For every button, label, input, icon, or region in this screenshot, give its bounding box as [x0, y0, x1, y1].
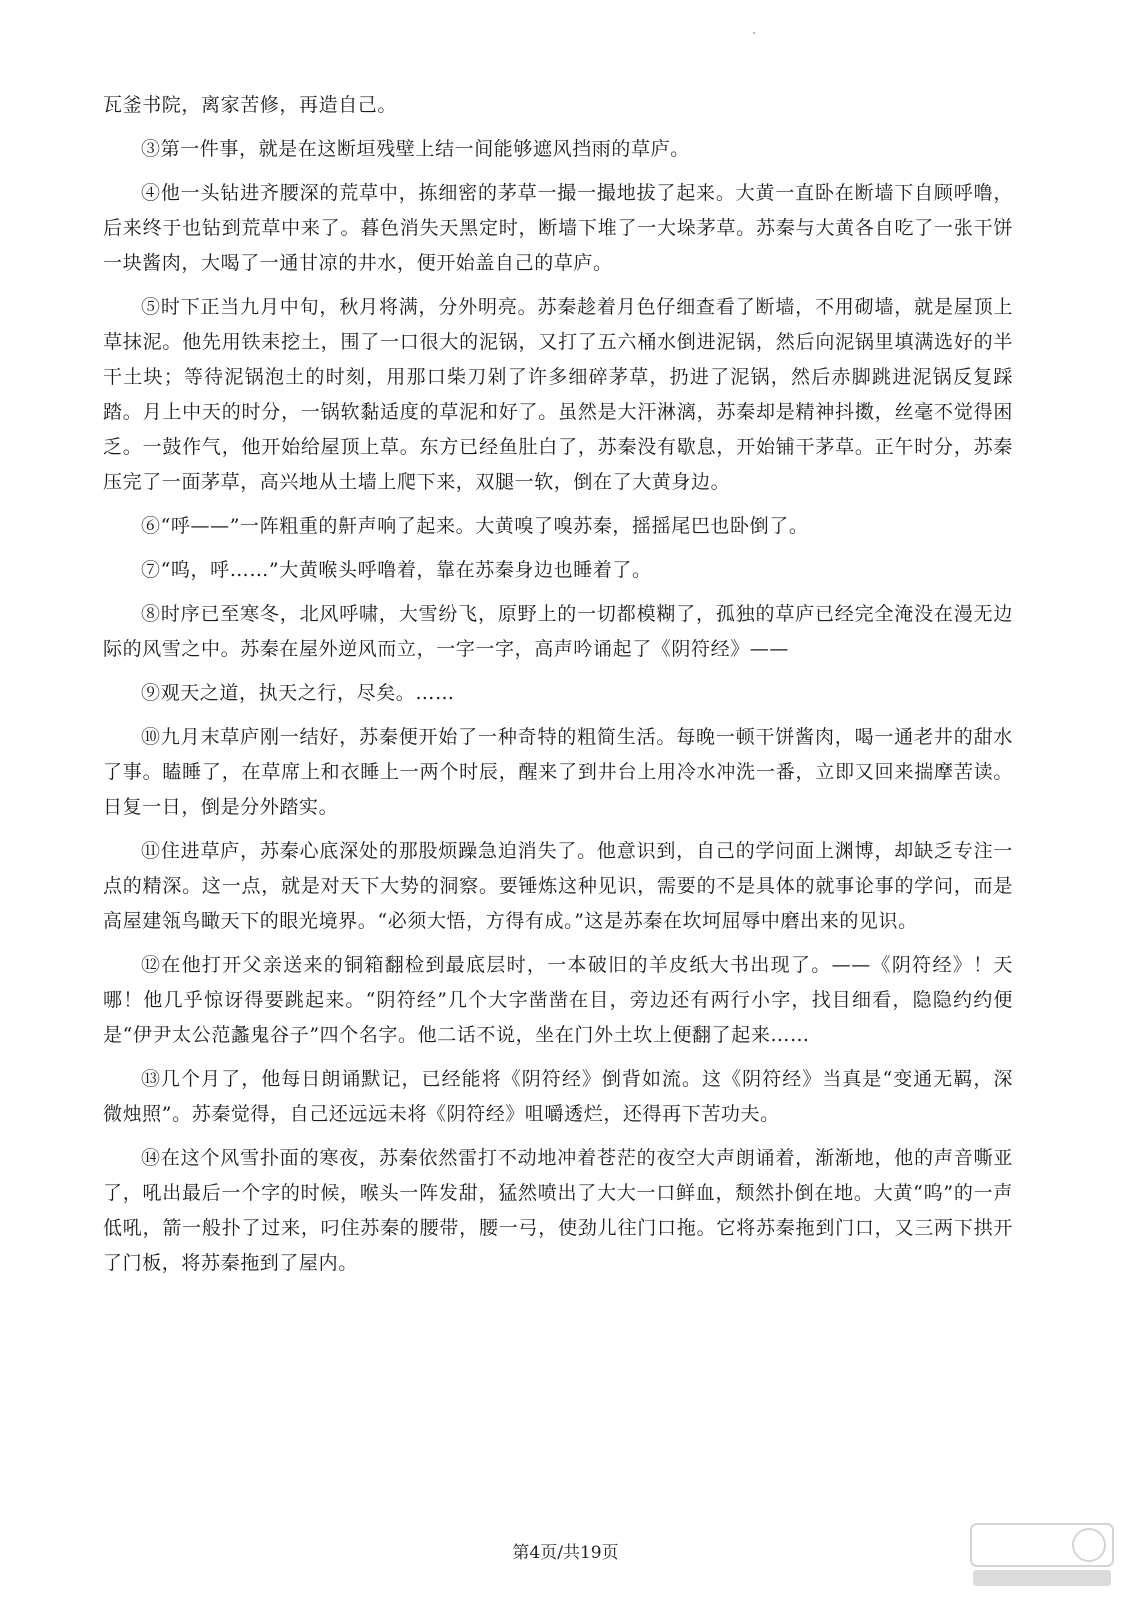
scan-speck [753, 32, 755, 34]
paragraph: ⑫在他打开父亲送来的铜箱翻检到最底层时，一本破旧的羊皮纸大书出现了。——《阴符经》！天哪！他几乎惊讶得要跳起来。“阴符经”几个大字凿凿在目，旁边还有两行小字，找目细看，隐隐约约便是“伊尹太公范蠡鬼谷子”四个名字。他二话不说，坐在门外土坎上便翻了起来…… [103, 954, 1013, 1046]
paragraph: ⑩九月末草庐刚一结好，苏秦便开始了一种奇特的粗简生活。每晚一顿干饼酱肉，喝一通老井的甜水了事。瞌睡了，在草席上和衣睡上一两个时辰，醒来了到井台上用冷水冲洗一番，立即又回来揣摩苦读。日复一日，倒是分外踏实。 [103, 726, 1013, 818]
paragraph: ⑤时下正当九月中旬，秋月将满，分外明亮。苏秦趁着月色仔细查看了断墙，不用砌墙，就是屋顶上草抹泥。他先用铁耒挖土，围了一口很大的泥锅，又打了五六桶水倒进泥锅，然后向泥锅里填满选好的半干土块；等待泥锅泡土的时刻，用那口柴刀剁了许多细碎茅草，扔进了泥锅，然后赤脚跳进泥锅反复踩踏。月上中天的时分，一锅软黏适度的草泥和好了。虽然是大汗淋漓，苏秦却是精神抖擞，丝毫不觉得困乏。一鼓作气，他开始给屋顶上草。东方已经鱼肚白了，苏秦没有歇息，开始铺干茅草。正午时分，苏秦压完了一面茅草，高兴地从土墙上爬下来，双腿一软，倒在了大黄身边。 [103, 296, 1013, 493]
paragraph: ⑧时序已至寒冬，北风呼啸，大雪纷飞，原野上的一切都模糊了，孤独的草庐已经完全淹没在漫无边际的风雪之中。苏秦在屋外逆风而立，一字一字，高声吟诵起了《阴符经》—— [103, 603, 1013, 660]
paragraph: 瓦釜书院，离家苦修，再造自己。 [103, 94, 398, 116]
paragraph: ③第一件事，就是在这断垣残壁上结一间能够遮风挡雨的草庐。 [141, 138, 690, 160]
paragraph: ⑦“呜，呼……”大黄喉头呼噜着，靠在苏秦身边也睡着了。 [141, 559, 652, 581]
paragraph: ⑪住进草庐，苏秦心底深处的那股烦躁急迫消失了。他意识到，自己的学问面上渊博，却缺乏专注一点的精深。这一点，就是对天下大势的洞察。要锤炼这种见识，需要的不是具体的就事论事的学问，而是高屋建瓴鸟瞰天下的眼光境界。“必须大悟，方得有成。”这是苏秦在坎坷屈辱中磨出来的见识。 [103, 840, 1013, 932]
paragraph: ④他一头钻进齐腰深的荒草中，拣细密的茅草一撮一撮地拔了起来。大黄一直卧在断墙下自顾呼噜，后来终于也钻到荒草中来了。暮色消失天黑定时，断墙下堆了一大垛茅草。苏秦与大黄各自吃了一张干饼一块酱肉，大喝了一通甘凉的井水，便开始盖自己的草庐。 [103, 182, 1013, 274]
paragraph: ⑭在这个风雪扑面的寒夜，苏秦依然雷打不动地冲着苍茫的夜空大声朗诵着，渐渐地，他的声音嘶亚了，吼出最后一个字的时候，喉头一阵发甜，猛然喷出了大大一口鲜血，颓然扑倒在地。大黄“呜”的一声低吼，箭一般扑了过来，叼住苏秦的腰带，腰一弓，使劲儿往门口拖。它将苏秦拖到门口，又三两下拱开了门板，将苏秦拖到了屋内。 [103, 1147, 1013, 1274]
paragraph: ⑨观天之道，执天之行，尽矣。…… [141, 682, 455, 704]
article-body [103, 88, 1013, 1281]
watermark-logo [967, 1520, 1117, 1590]
paragraph: ⑬几个月了，他每日朗诵默记，已经能将《阴符经》倒背如流。这《阴符经》当真是“变通无羁，深微烛照”。苏秦觉得，自己还远远未将《阴符经》咀嚼透烂，还得再下苦功夫。 [103, 1068, 1013, 1125]
paragraph: ⑥“呼——”一阵粗重的鼾声响了起来。大黄嗅了嗅苏秦，摇摇尾巴也卧倒了。 [141, 515, 809, 537]
page-number: 第4页/共19页 [512, 1543, 619, 1563]
